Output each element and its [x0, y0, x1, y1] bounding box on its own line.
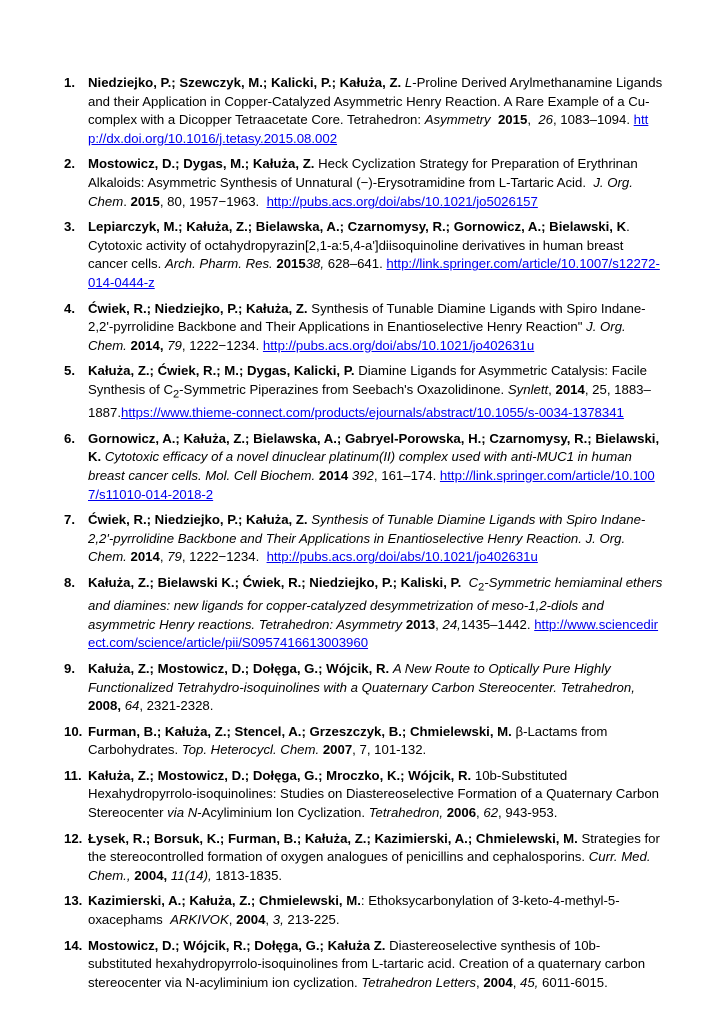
reference-volume: 24, [442, 616, 461, 632]
reference-item: 14 . Mostowicz, D.; Wójcik, R.; Dołęga, G.; Kałuża Z. Diastereoselective synthesis of 10b-substituted hexahydropyrrolo-isoquinolines from L-tartaric acid. Creation of a quaternary carbon stereocenter via N-acyliminium ion cyclization. Tetrahedron Letters, 2004, 45, 6011-6015. [64, 937, 664, 993]
reference-year: 2006 [446, 805, 477, 821]
reference-volume: 26 [538, 112, 553, 128]
reference-year: 2004 [483, 974, 513, 990]
reference-item [64, 660, 664, 716]
reference-authors: Kałuża, Z.; Mostowicz, D.; Dołęga, G.; Mroczko, K.; Wójcik, R. [88, 767, 472, 783]
reference-year: 2004 [236, 912, 266, 928]
reference-number: 5 . [64, 362, 75, 381]
reference-year: 2014, [130, 337, 164, 353]
reference-number: 1. [64, 75, 75, 90]
reference-item: 5 . Kałuża, Z.; Ćwiek, R.; M.; Dygas, Kalicki, P. Diamine Ligands for Asymmetric Catalysis: Facile Synthesis of $C_2$-Symmetric Piperazines from Seebach's Oxazolidinone. Synlett, 2014, 25, 1883–1887.https://www.thieme-connect.com/products/ejournals/abstract/10.1055/s-0034-1378341 [64, 362, 664, 422]
reference-pages: , 1222−1234. [181, 549, 260, 565]
reference-number: 7 . [64, 511, 75, 530]
reference-number: 14 . [64, 937, 82, 956]
reference-title-part: -Symmetric hemiaminal ethers and diamines: new ligands for copper-catalyzed desymmetrization of meso-1,2-diols and asymmetric Henry reactions. Tetrahedron: Asymmetry [88, 574, 663, 632]
reference-year: 2014 [130, 549, 160, 565]
reference-item: 11 . Kałuża, Z.; Mostowicz, D.; Dołęga, G.; Mroczko, K.; Wójcik, R. 10b-Substituted Hexahydropyrrolo-isoquinolines: Studies on Diastereoselective Formation of a Quaternary Carbon Stereocenter via N-Acyliminium Ion Cyclization. Tetrahedron, 2006, 62, 943-953. [64, 767, 664, 823]
reference-year: 2014 [318, 467, 349, 483]
reference-title: Synthesis of Tunable Diamine Ligands with Spiro Indane-2,2'-pyrrolidine Backbone and Their Applications in Enantioselective Henry Reaction. J. Org. Chem. [88, 512, 646, 565]
reference-volume: 11(14), [170, 867, 212, 883]
reference-authors: Gornowicz, A.; Kałuża, Z.; Bielawska, A.; Gabryel-Porowska, H.; Czarnomysy, R.; Bielawski, K. [88, 430, 660, 465]
reference-year: 2015 [130, 193, 160, 209]
reference-details: , 80, 1957−1963. [159, 193, 260, 209]
reference-volume: 392 [351, 467, 374, 483]
reference-authors: Ćwiek, R.; Niedziejko, P.; Kałuża, Z. [88, 512, 308, 528]
reference-title-part: -Acyliminium Ion Cyclization. [197, 805, 366, 821]
reference-title: Diastereoselective synthesis of 10b-substituted hexahydropyrrolo-isoquinolines from L-tartaric acid. Creation of a quaternary carbon stereocenter via N-acyliminium ion cyclization. [88, 937, 646, 990]
reference-title: Cytotoxic activity of octahydropyrazin[2,1-a:5,4-a']diisoquinoline derivatives in human breast cancer cells. [88, 237, 624, 272]
reference-link[interactable]: http://pubs.acs.org/doi/abs/10.1021/jo402631u [262, 337, 535, 353]
reference-pages: , 943-953. [498, 805, 558, 821]
reference-title: Cytotoxic efficacy of a novel dinuclear platinum(II) complex used with anti-MUC1 in human breast cancer cells. Mol. Cell Biochem. [88, 449, 632, 483]
reference-number: 12 . [64, 830, 82, 849]
reference-journal: Curr. Med. Chem., [88, 849, 651, 883]
reference-item: 1. Niedziejko, P.; Szewczyk, M.; Kalicki, P.; Kałuża, Z. L-Proline Derived Arylmethanamine Ligands and their Application in Copper-Catalyzed Asymmetric Henry Reaction. A Rare Example of a Cu-complex with a Dicopper Tetraacetate Core. Tetrahedron: Asymmetry 2015, 26, 1083–1094. http://dx.doi.org/10.1016/j.tetasy.2015.08.002 [64, 75, 663, 146]
reference-number: 6 . [64, 430, 75, 449]
reference-title-part: -Symmetric Piperazines from Seebach's Oxazolidinone. [179, 381, 505, 397]
reference-authors: Kałuża, Z.; Ćwiek, R.; M.; Dygas, Kalicki, P. [88, 363, 355, 379]
reference-authors: Niedziejko, P.; Szewczyk, M.; Kalicki, P.; Kałuża, Z. [88, 75, 402, 90]
reference-pages: 628–641. [327, 256, 383, 272]
reference-pages: , 1222−1234. [181, 337, 260, 353]
reference-year: 2007 [322, 742, 353, 758]
reference-number: 13 . [64, 892, 82, 911]
reference-pages: , 1083–1094. [552, 112, 630, 128]
reference-authors: Mostowicz, D.; Wójcik, R.; Dołęga, G.; Kałuża Z. [88, 937, 386, 953]
reference-link[interactable]: http://link.springer.com/article/10.1007/s12272-014-0444-z [88, 256, 660, 290]
reference-authors: Łysek, R.; Borsuk, K.; Furman, B.; Kałuża, Z.; Kazimierski, A.; Chmielewski, M. [88, 830, 578, 846]
reference-year: 2008, [88, 698, 122, 714]
reference-year: 2004, [134, 867, 168, 883]
reference-volume: 3, [272, 912, 284, 928]
reference-title: -Proline Derived Arylmethanamine Ligands and their Application in Copper-Catalyzed Asymmetric Henry Reaction. A Rare Example of a Cu-complex with a Dicopper Tetraacetate Core. Tetrahedron: [88, 75, 663, 128]
reference-title: Strategies for the stereocontrolled formation of oxygen analogues of penicillins and cephalosporins. [88, 830, 660, 865]
reference-authors: Lepiarczyk, M.; Kałuża, Z.; Bielawska, A.; Czarnomysy, R.; Gornowicz, A.; Bielawski, K [88, 219, 627, 235]
reference-journal: Arch. Pharm. Res. [164, 256, 273, 272]
reference-authors: Kałuża, Z.; Bielawski K.; Ćwiek, R.; Niedziejko, P.; Kaliski, P. [88, 574, 462, 590]
reference-number: 9 . [64, 660, 75, 679]
reference-item [64, 430, 664, 504]
reference-number: 10 . [64, 723, 82, 742]
reference-volume: 79 [167, 549, 182, 565]
reference-title-part: C [468, 574, 479, 590]
reference-title: : Ethoksycarbonylation of 3-keto-4-methyl-5-oxacephams [88, 893, 620, 928]
reference-item: 3 . Lepiarczyk, M.; Kałuża, Z.; Bielawska, A.; Czarnomysy, R.; Gornowicz, A.; Bielawski, K. Cytotoxic activity of octahydropyrazin[2,1-a:5,4-a']diisoquinoline derivatives in human breast cancer cells. Arch. Pharm. Res. 201538, 628–641. http://link.springer.com/article/10.1007/s12272-014-0444-z [64, 218, 664, 292]
reference-journal: Tetrahedron, [368, 805, 444, 821]
reference-authors: Kałuża, Z.; Mostowicz, D.; Dołęga, G.; Wójcik, R. [88, 660, 390, 676]
reference-journal: J. Org. Chem. [88, 319, 626, 353]
reference-title: Synthesis of Tunable Diamine Ligands with Spiro Indane-2,2'-pyrrolidine Backbone and Their Applications in Enantioselective Henry Reaction" [88, 300, 646, 335]
reference-pages: 6011-6015. [542, 974, 608, 990]
reference-pages: 1435–1442. [460, 616, 531, 632]
reference-title: A New Route to Optically Pure Highly Functionalized Tetrahydro-isoquinolines with a Quaternary Carbon Stereocenter. Tetrahedron, [88, 660, 635, 695]
reference-journal: J. Org. Chem [88, 174, 633, 209]
reference-authors: Kazimierski, A.; Kałuża, Z.; Chmielewski, M. [88, 893, 361, 909]
reference-link[interactable]: http://dx.doi.org/10.1016/j.tetasy.2015.08.002 [88, 112, 649, 146]
reference-item [64, 830, 664, 886]
reference-link[interactable]: http://pubs.acs.org/doi/abs/10.1021/jo402631u [266, 549, 538, 565]
reference-pages: 213-225. [287, 912, 340, 928]
reference-via: via N [167, 805, 198, 821]
reference-authors: Ćwiek, R.; Niedziejko, P.; Kałuża, Z. [88, 300, 308, 316]
reference-year: 2015 [276, 256, 306, 272]
reference-pages: 1813-1835. [215, 867, 283, 883]
reference-details: , 25, 1883–1887. [88, 381, 651, 421]
reference-authors: Furman, B.; Kałuża, Z.; Stencel, A.; Grzeszczyk, B.; Chmielewski, M. [88, 723, 512, 739]
reference-pages: , 2321-2328. [139, 698, 214, 714]
reference-volume: 38, [305, 256, 325, 272]
reference-list [64, 74, 664, 999]
reference-title-part: Diamine Ligands for Asymmetric Catalysis: Facile Synthesis of C [88, 363, 647, 397]
reference-authors: Mostowicz, D.; Dygas, M.; Kałuża, Z. [88, 156, 315, 172]
reference-number: 3 . [64, 218, 75, 237]
reference-year: 2013 [405, 616, 436, 632]
reference-volume: 45, [520, 974, 539, 990]
reference-number: 11 . [64, 767, 82, 786]
reference-volume: 64 [124, 698, 140, 714]
reference-number: 2 . [64, 155, 75, 174]
reference-title-part: 10b-Substituted Hexahydropyrrolo-isoquinolines: Studies on Diastereoselective Formation of a Quaternary Carbon Stereocenter [88, 767, 660, 821]
reference-link[interactable]: http://link.springer.com/article/10.1007/s11010-014-2018-2 [88, 467, 655, 502]
reference-pages: , 161–174. [373, 467, 437, 483]
reference-item [64, 723, 664, 760]
reference-title-prefix: L [404, 75, 413, 90]
reference-link[interactable]: https://www.thieme-connect.com/products/ejournals/abstract/10.1055/s-0034-1378341 [121, 405, 624, 421]
reference-link[interactable]: http://pubs.acs.org/doi/abs/10.1021/jo5026157 [266, 193, 538, 209]
reference-journal: Asymmetry [424, 112, 491, 128]
reference-year: 2014 [555, 381, 585, 397]
reference-number: 8 . [64, 574, 75, 593]
reference-journal: Synlett [507, 381, 549, 397]
reference-journal: Tetrahedron Letters [361, 974, 477, 990]
reference-item: 7 . Ćwiek, R.; Niedziejko, P.; Kałuża, Z. Synthesis of Tunable Diamine Ligands with Spiro Indane-2,2'-pyrrolidine Backbone and Their Applications in Enantioselective Henry Reaction. J. Org. Chem. 2014, 79, 1222−1234. http://pubs.acs.org/doi/abs/10.1021/jo402631u [64, 511, 664, 567]
reference-details: , 7, 101-132. [352, 742, 427, 758]
reference-journal: ARKIVOK [170, 912, 229, 928]
reference-subscript: 2 [173, 388, 180, 401]
reference-volume: 62 [483, 805, 499, 821]
reference-item: 2 . Mostowicz, D.; Dygas, M.; Kałuża, Z. Heck Cyclization Strategy for Preparation of Erythrinan Alkaloids: Asymmetric Synthesis of Unnatural (−)-Erysotramidine from L-Tartaric Acid. J. Org. Chem. 2015, 80, 1957−1963. http://pubs.acs.org/doi/abs/10.1021/jo5026157 [64, 155, 664, 211]
reference-subscript: 2 [478, 581, 485, 594]
reference-item [64, 300, 664, 356]
reference-volume: 79 [167, 337, 182, 353]
reference-journal: Top. Heterocycl. Chem. [181, 742, 320, 758]
reference-title: β-Lactams from Carbohydrates. [88, 723, 608, 758]
reference-year: 2015 [497, 112, 528, 128]
reference-item: 13 . Kazimierski, A.; Kałuża, Z.; Chmielewski, M.: Ethoksycarbonylation of 3-keto-4-methyl-5-oxacephams ARKIVOK, 2004, 3, 213-225. [64, 892, 664, 929]
reference-title: Heck Cyclization Strategy for Preparation of Erythrinan Alkaloids: Asymmetric Synthesis of Unnatural (−)-Erysotramidine from L-Tartaric Acid. [88, 156, 638, 190]
reference-item: 8 . Kałuża, Z.; Bielawski K.; Ćwiek, R.; Niedziejko, P.; Kaliski, P. $C_2$-Symmetric hemiaminal ethers and diamines: new ligands for copper-catalyzed desymmetrization of meso-1,2-diols and asymmetric Henry reactions. Tetrahedron: Asymmetry 2013, 24,1435–1442. http://www.sciencedirect.com/science/article/pii/S0957416613003960 [64, 574, 664, 653]
reference-link[interactable]: http://www.sciencedirect.com/science/article/pii/S0957416613003960 [88, 616, 659, 651]
reference-number: 4 . [64, 300, 75, 319]
